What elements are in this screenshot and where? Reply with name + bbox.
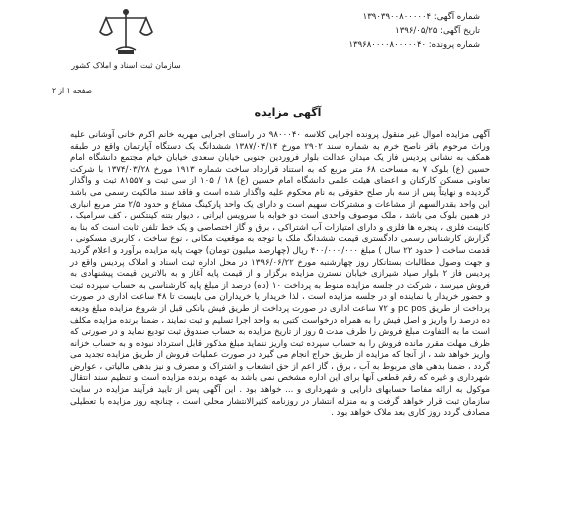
organization-logo [60, 6, 192, 90]
page-number: صفحه ۱ از ۲ [52, 86, 92, 95]
notice-title: آگهی مزایده [254, 106, 322, 119]
document-header [0, 0, 576, 98]
notice-body: آگهی مزایده اموال غیر منقول پرونده اجرایی کلاسه ۹۸۰۰۰۴۰ در راستای اجرایی مهریه خانم اکرم خانی آوشانی علیه وراث مرحوم باقر ناصح خرم به شماره سند ۲۹۰۲ مورخ ۱۳۸۷/۰۴/۱۴ ششدانگ یک دستگاه آپارتمان واقع در طبقه همکف به نشانی پردیس فاز یک میدان عدالت بلوار فروردین جنوبی خیابان سعدی خیابان خیام مجتمع دانشگاه امام حسین (ع) بلوک ۷ به مساحت ۶۸ متر مربع که به استناد قرارداد ساخت شماره ۱۹۱۳ مورخ ۱۳۷۴/۰۳/۲۸ با شرکت تعاونی مسکن کارکنان و اعضای هیئت علمی دانشگاه امام حسین (ع) ۱۸ / ۱۰۵ از سی ثبت و ۸۱۵۵۷ ثبت و واگذار گردیده و نهایتاً پس از سه بار صلح حقوقی به نام محکوم علیه واگذار شده است و فاقد سند مالکیت رسمی می باشد این واحد بقدرالسهم از مشاعات و مشترکات سهیم است و دارای یک واحد پارکینگ مشاع و حدود ۲/۵ متر مربع انباری در همین بلوک می باشد ، ملک موصوف واحدی است دو خوابه با سرویس ایرانی ، دیوار بتنه کینتکس ، کف سرامیک ، کابینت فلزی ، پنجره ها فلزی و دارای امتیازات آب اشتراکی ، برق و گاز اختصاصی و یک خط تلفن ثابت است که بنا به گزارش کارشناس رسمی دادگستری قیمت ششدانگ ملک با توجه به موقعیت مکانی ، نوع ساخت ، کاربری مسکونی ، قدمت ساخت ( حدود ۲۲ سال ) مبلغ ۴۰۰/۰۰۰/۰۰۰ ریال (چهارصد میلیون تومان) جهت پایه مزایده برآورد و اعلام گردید و جهت وصول مطالبات بستانکار روز چهارشنبه مورخ ۱۳۹۶/۰۶/۲۲ در محل اداره ثبت اسناد و املاک پردیس واقع در پردیس فاز ۲ بلوار صیاد شیرازی خیابان نسترن مزایده برگزار و از قیمت پایه آغاز و به بالاترین قیمت پیشنهادی به فروش میرسد ، شرکت در جلسه مزایده منوط به پرداخت ۱۰ (ده) درصد از مبلغ پایه کارشناسی به حساب سپرده ثبت و حضور خریدار یا نماینده او در جلسه مزایده است ، لذا خریدار یا خریداران می بایست تا ۴۸ ساعت اداری در صورت پرداخت از طریق pc pos و ۷۲ ساعت اداری در صورت پرداخت از طریق فیش بانکی قبل از شروع مزایده مبلغ ودیعه ده درصد را واریز و اصل فیش را به همراه درخواست کتبی به واحد اجرا تسلیم و ثبت نمایند ، ضمنا برنده مزایده مکلف است ما به التفاوت مبلغ فروش را ظرف مدت ۵ روز از تاریخ مزایده به حساب صندوق ثبت تودیع نماید و در صورتی که ظرف مهلت مقرر مانده فروش را به حساب سپرده ثبت واریز ننماید مبلغ مذکور قابل استرداد نبوده و به حساب خزانه واریز خواهد شد ، از آنجا که مزایده از طریق حراج انجام می گیرد در صورت عملیات فروش از طریق مزایده تجدید می گردد ، ضمنا بدهی های مربوط به آب ، برق ، گاز اعم از حق انشعاب و اشتراک و مصرف و نیز بدهی مالیاتی ، عوارض شهرداری و غیره که رقم قطعی آنها برای این اداره مشخص نمی باشد به عهده برنده مزایده است و تنظیم سند انتقال موکول به ارائه مفاصا حسابهای دارایی و شهرداری و ... خواهد بود . این آگهی پس از تایید فرآیند مزایده در سایت سازمان ثبت قرار خواهد گرفت و به منزله انتشار در روزنامه کثیرالانتشار محلی است ، چنانچه روز مزایده با تعطیلی مصادف گردد روز کاری بعد ملاک خواهد بود . [70, 130, 490, 419]
notice-meta [280, 10, 480, 52]
notice-date: تاریخ آگهی: ۱۳۹۶/۰۵/۲۵ [395, 26, 480, 36]
notice-number: شماره آگهی: ۱۳۹۰۳۹۰۰۸۰۰۰۰۰۴ [362, 12, 480, 22]
organization-name: سازمان ثبت اسناد و املاک کشور [71, 61, 181, 70]
scales-of-justice-icon [96, 6, 156, 58]
case-number: شماره پرونده: ۱۳۹۶۸۰۰۰۰۸۰۰۰۰۰۴۰ [348, 40, 480, 50]
